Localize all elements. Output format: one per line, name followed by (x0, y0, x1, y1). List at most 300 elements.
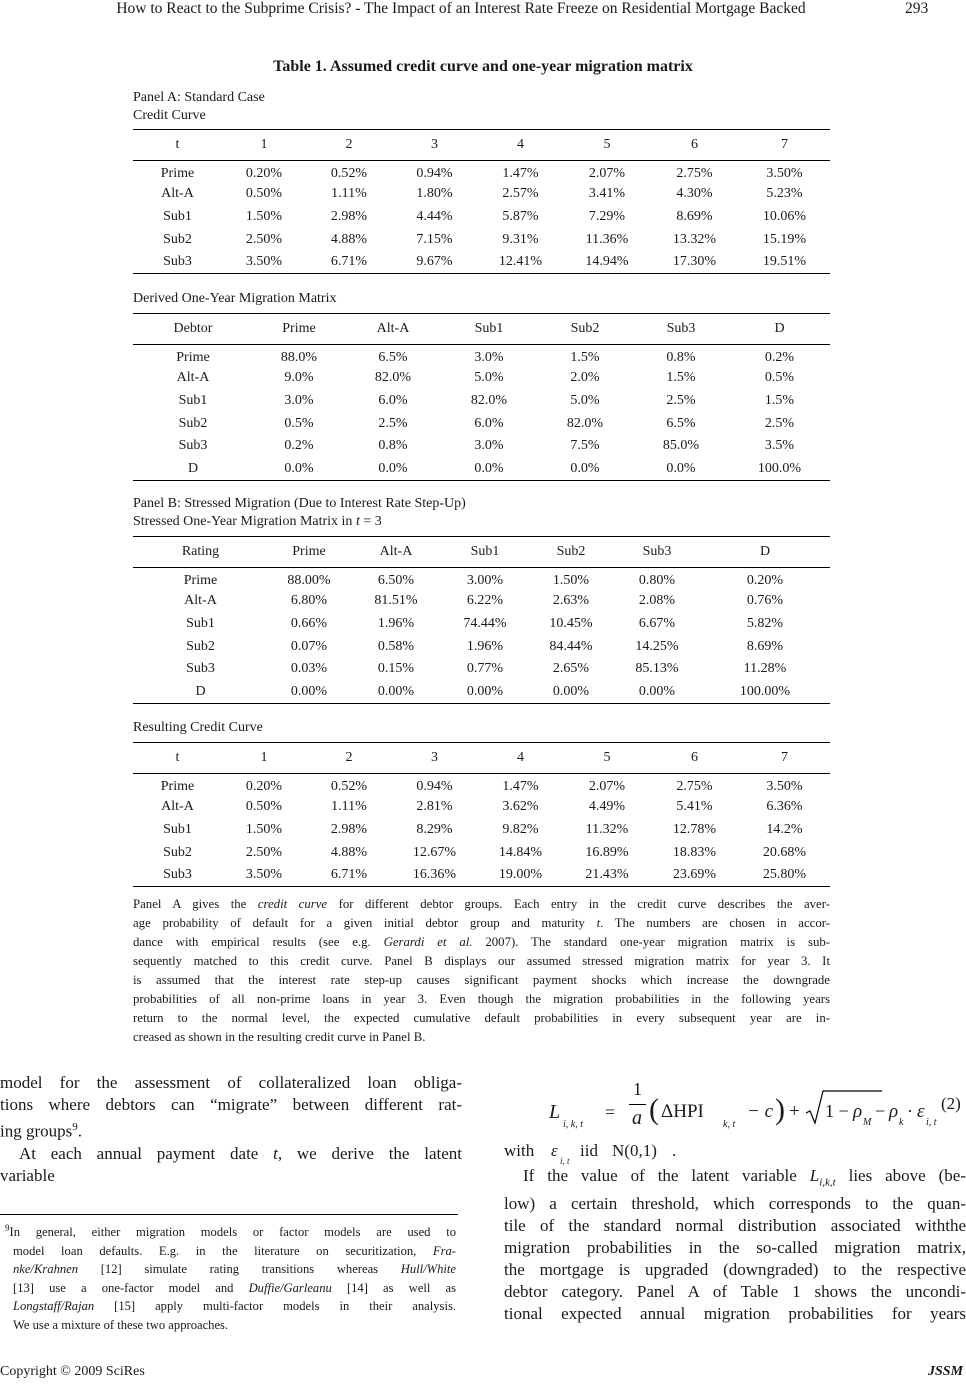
column-header: 2 (345, 750, 353, 765)
table-cell: 0.0% (284, 460, 314, 476)
open-paren: ( (649, 1093, 659, 1126)
note-line: sequently matched to this credit curve. Panel B displays our assumed stressed migration matrix for year 3. It (133, 954, 830, 968)
column-header: Sub2 (570, 321, 600, 336)
credit-curve-table (133, 129, 830, 274)
row-label: Alt-A (161, 799, 194, 815)
table-cell: 0.94% (416, 778, 453, 794)
table-cell: 0.2% (764, 349, 795, 365)
table-cell: 0.50% (245, 799, 283, 815)
eq-plus: + (789, 1101, 800, 1122)
table-cell: 4.88% (330, 231, 368, 247)
column-header: 1 (260, 750, 268, 765)
equation-number: (2) (941, 1094, 961, 1113)
column-header: 7 (781, 137, 788, 152)
column-header: 6 (691, 750, 698, 765)
table-cell: 12.41% (498, 253, 543, 269)
table-cell: 9.67% (416, 253, 453, 269)
table-note (133, 895, 830, 1047)
row-label: Sub2 (186, 638, 215, 654)
table-cell: 6.0% (378, 392, 408, 408)
row-label: D (195, 683, 206, 699)
table-cell: 6.5% (378, 349, 408, 365)
body-line: ing groups$^9$. (0, 1121, 82, 1141)
table-cell: 0.00% (290, 683, 328, 699)
table-cell: 3.62% (502, 799, 539, 815)
table-cell: 6.0% (474, 415, 504, 431)
note-line: return to the normal level, the expected cumulative default probabilities in every subsequent year are in- (133, 1011, 830, 1025)
table-cell: 9.0% (284, 370, 314, 386)
table-cell: 6.22% (466, 593, 504, 609)
table-row (133, 390, 830, 413)
table-cell: 16.36% (412, 866, 457, 882)
body-line: At each annual payment date t, we derive the latent (19, 1143, 462, 1163)
table-cell: 15.19% (762, 231, 807, 247)
panel-b-label: Panel B: Stressed Migration (Due to Interest Rate Step-Up) (133, 496, 466, 511)
table-cell: 1.5% (764, 392, 795, 408)
table-cell: 88.00% (287, 572, 331, 588)
eq-sqrt-one: 1 − (825, 1101, 849, 1121)
row-label: Alt-A (176, 370, 210, 386)
eq-dot: · (907, 1101, 913, 1121)
table-cell: 3.41% (588, 186, 626, 202)
table-cell: 2.57% (502, 186, 539, 202)
column-header: Alt-A (379, 544, 413, 559)
footnote-line: model loan defaults. E.g. in the literature on securitization, Fra- (13, 1243, 456, 1258)
column-header: Debtor (173, 321, 213, 336)
table-cell: 0.0% (474, 460, 504, 476)
table-row (133, 658, 830, 681)
table-row (133, 457, 830, 480)
table-cell: 0.20% (245, 165, 283, 181)
stressed-label-prefix: Stressed One-Year Migration Matrix in (133, 514, 356, 529)
table-cell: 1.11% (331, 799, 367, 815)
row-label: Alt-A (184, 593, 217, 609)
table-title: Table 1. Assumed credit curve and one-year migration matrix (273, 58, 693, 75)
table-cell: 12.67% (412, 844, 457, 860)
row-label: Sub3 (178, 438, 208, 454)
eq-L: L (549, 1101, 561, 1123)
table-cell: 2.50% (245, 231, 283, 247)
table-cell: 82.0% (566, 415, 604, 431)
column-header: Rating (181, 544, 220, 559)
table-cell: 11.28% (743, 661, 787, 677)
table-cell: 0.03% (290, 661, 328, 677)
table-cell: 1.50% (552, 572, 590, 588)
table-row (133, 590, 830, 613)
table-cell: 0.94% (416, 165, 453, 181)
migration-matrix-table (133, 313, 830, 481)
credit-curve-label: Credit Curve (133, 108, 206, 123)
table-cell: 85.13% (635, 661, 679, 677)
eq-minus-c: − c (747, 1101, 774, 1122)
column-header: Prime (292, 544, 326, 559)
column-header: Sub1 (470, 544, 500, 559)
table-cell: 1.96% (377, 615, 415, 631)
table-cell: 5.0% (570, 392, 600, 408)
table-cell: 0.0% (378, 460, 408, 476)
table-cell: 12.78% (672, 821, 717, 837)
body-line: migration probabilities in the so-called migration matrix, (504, 1238, 966, 1258)
table-cell: 4.44% (416, 208, 453, 224)
table-cell: 8.29% (416, 821, 453, 837)
table-cell: 0.00% (377, 683, 415, 699)
table-cell: 84.44% (549, 638, 593, 654)
iid-text: iid (580, 1141, 598, 1160)
table-cell: 0.8% (378, 438, 408, 454)
body-line: low) a certain threshold, which corresponds to the quan- (504, 1194, 966, 1214)
table-cell: 14.2% (766, 821, 803, 837)
iid-epsilon-sub: i, t (560, 1156, 570, 1166)
column-header: 4 (517, 750, 524, 765)
stressed-label-var: t (355, 514, 360, 529)
eq-dhpi: ΔHPI (661, 1101, 704, 1122)
row-label: Prime (160, 778, 195, 794)
table-cell: 88.0% (280, 349, 318, 365)
table-cell: 21.43% (585, 866, 629, 882)
row-label: Prime (176, 349, 210, 365)
table-cell: 7.5% (570, 438, 600, 454)
row-label: Sub1 (178, 392, 208, 408)
column-header: 3 (431, 137, 438, 152)
column-header: Sub3 (642, 544, 672, 559)
footnote-line: We use a mixture of these two approaches. (13, 1317, 229, 1332)
table-cell: 14.94% (585, 253, 629, 269)
footnote-ref: 9 (72, 1121, 78, 1133)
table-cell: 82.0% (374, 370, 412, 386)
eq-rho-m: ρ (853, 1101, 863, 1122)
migration-matrix-label: Derived One-Year Migration Matrix (133, 291, 337, 306)
table-cell: 23.69% (672, 866, 717, 882)
table-row (133, 183, 830, 206)
panel-a-label: Panel A: Standard Case (133, 90, 265, 105)
table-header-row (133, 537, 830, 568)
table-cell: 0.0% (570, 460, 600, 476)
column-header: t (175, 750, 180, 765)
column-header: Alt-A (376, 321, 410, 336)
table-row (133, 635, 830, 658)
body-line: tions where debtors can “migrate” between different rat- (0, 1095, 462, 1114)
table-cell: 0.2% (284, 438, 314, 454)
resulting-curve-label: Resulting Credit Curve (133, 720, 263, 735)
table-cell: 0.5% (284, 415, 314, 431)
eq-dhpi-sub: k, t (723, 1119, 736, 1130)
column-header: 5 (603, 137, 611, 152)
row-label: Prime (183, 572, 218, 588)
row-label: Sub3 (163, 866, 192, 882)
column-header: D (759, 544, 771, 559)
table-cell: 3.0% (474, 349, 504, 365)
note-line: age probability of default for a given initial debtor group and maturity t. The numbers are chosen in accor- (133, 916, 830, 930)
eq-rho-sub-k: k (899, 1117, 904, 1128)
table-cell: 0.5% (764, 370, 795, 386)
column-header: 6 (691, 137, 698, 152)
table-row (133, 412, 830, 435)
row-label: Sub3 (163, 253, 192, 269)
table-cell: 2.75% (676, 165, 713, 181)
column-header: 4 (517, 137, 524, 152)
copyright: Copyright © 2009 SciRes (0, 1364, 145, 1379)
table-cell: 5.82% (746, 615, 784, 631)
running-head: How to React to the Subprime Crisis? - The Impact of an Interest Rate Freeze on Residential Mortgage Backed (116, 0, 806, 17)
body-line: tional expected annual migration probabilities for years (504, 1304, 966, 1324)
table-cell: 3.50% (766, 165, 803, 181)
note-line: dance with empirical results (see e.g. Gerardi et al. 2007). The standard one-year migration matrix is sub- (133, 935, 831, 949)
table-row (133, 345, 830, 368)
table-row (133, 864, 830, 887)
table-cell: 2.98% (330, 208, 368, 224)
column-header: 1 (260, 137, 268, 152)
table-row (133, 774, 830, 797)
table-cell: 0.66% (290, 615, 328, 631)
table-cell: 1.47% (502, 778, 539, 794)
footnote-line: $^9$In general, either migration models or factor models are used to (5, 1223, 456, 1240)
table-cell: 0.52% (330, 778, 368, 794)
table-cell: 6.67% (638, 615, 676, 631)
table-cell: 2.65% (552, 661, 590, 677)
page-number: 293 (905, 0, 929, 17)
table-cell: 1.80% (416, 186, 453, 202)
row-label: Sub1 (163, 208, 192, 224)
iid-statement (504, 1140, 754, 1164)
row-label: Sub1 (186, 615, 215, 631)
table-cell: 0.07% (290, 638, 328, 654)
footnote (5, 1219, 456, 1334)
table-header-row (133, 130, 830, 161)
column-header: 5 (603, 750, 611, 765)
table-cell: 19.00% (498, 866, 543, 882)
table-cell: 6.71% (330, 253, 368, 269)
table-cell: 100.0% (757, 460, 802, 476)
note-line: creased as shown in the resulting credit curve in Panel B. (133, 1030, 426, 1044)
eq-equals: = (605, 1102, 616, 1122)
table-cell: 2.75% (676, 778, 713, 794)
eq-a: a (632, 1107, 642, 1129)
table-cell: 1.11% (331, 186, 367, 202)
table-header-row (133, 743, 830, 774)
table-cell: 5.23% (766, 186, 803, 202)
body-line: the mortgage is upgraded (downgraded) to the respective (504, 1260, 966, 1280)
table-cell: 2.07% (588, 778, 626, 794)
table-cell: 2.50% (245, 844, 283, 860)
table-cell: 2.07% (588, 165, 626, 181)
table-cell: 5.87% (502, 208, 539, 224)
table-cell: 1.50% (245, 821, 283, 837)
table-cell: 85.0% (662, 438, 700, 454)
column-header: Sub1 (474, 321, 504, 336)
table-cell: 0.52% (330, 165, 368, 181)
table-row (133, 680, 830, 703)
row-label: Sub3 (186, 661, 215, 677)
column-header: Sub3 (666, 321, 696, 336)
table-cell: 10.06% (762, 208, 807, 224)
eq-epsilon-sub: i, t (926, 1117, 937, 1128)
table-header-row (133, 314, 830, 345)
footnote-rule (0, 1214, 458, 1215)
table-cell: 18.83% (672, 844, 717, 860)
row-label: Sub1 (163, 821, 192, 837)
eq-rho-k: ρ (889, 1101, 899, 1122)
right-column-body (504, 1165, 966, 1325)
table-cell: 0.58% (377, 638, 415, 654)
table-cell: 3.50% (766, 778, 803, 794)
body-line: If the value of the latent variable $L_{i,k,t}$ lies above (be- (523, 1166, 966, 1189)
table-cell: 3.5% (764, 438, 795, 454)
row-label: Sub2 (163, 231, 192, 247)
table-cell: 14.84% (498, 844, 543, 860)
table-cell: 0.15% (377, 661, 415, 677)
table-cell: 0.0% (666, 460, 696, 476)
table-row (133, 613, 830, 636)
eq-minus: − (875, 1101, 886, 1121)
table-cell: 2.81% (416, 799, 453, 815)
table-cell: 2.63% (552, 593, 590, 609)
column-header: Prime (282, 321, 316, 336)
stressed-matrix-table (133, 536, 830, 704)
eq-L-sub: i, k, t (563, 1119, 583, 1130)
table-cell: 82.0% (470, 392, 508, 408)
table-cell: 2.5% (378, 415, 408, 431)
table-cell: 19.51% (762, 253, 807, 269)
table-row (133, 228, 830, 251)
column-header: D (774, 321, 785, 336)
eq-one: 1 (633, 1079, 642, 1099)
table-cell: 7.15% (416, 231, 453, 247)
table-cell: 2.08% (638, 593, 676, 609)
table-cell: 2.0% (570, 370, 600, 386)
with-word: with (504, 1141, 535, 1160)
table-cell: 4.49% (588, 799, 626, 815)
table-cell: 6.5% (666, 415, 696, 431)
row-label: D (187, 460, 199, 476)
table-cell: 3.50% (245, 866, 283, 882)
table-row (133, 251, 830, 274)
table-cell: 0.20% (245, 778, 283, 794)
table-cell: 3.0% (284, 392, 314, 408)
table-cell: 5.41% (676, 799, 713, 815)
table-cell: 4.30% (676, 186, 713, 202)
table-cell: 25.80% (762, 866, 807, 882)
eq-rho-sub-m: M (863, 1117, 872, 1128)
table-cell: 11.32% (585, 821, 629, 837)
eq-epsilon: ε (917, 1101, 925, 1122)
row-label: Sub2 (178, 415, 208, 431)
table-cell: 14.25% (635, 638, 679, 654)
table-cell: 16.89% (585, 844, 629, 860)
left-column-body (0, 1072, 462, 1187)
table-cell: 17.30% (672, 253, 717, 269)
table-cell: 4.88% (330, 844, 368, 860)
row-label: Sub2 (163, 844, 192, 860)
table-cell: 81.51% (374, 593, 418, 609)
column-header: 7 (781, 750, 788, 765)
table-row (133, 819, 830, 842)
table-cell: 7.29% (588, 208, 626, 224)
table-cell: 0.77% (466, 661, 504, 677)
table-cell: 6.36% (766, 799, 803, 815)
table-cell: 1.50% (245, 208, 283, 224)
column-header: 3 (431, 750, 438, 765)
table-row (133, 161, 830, 184)
table-cell: 2.5% (764, 415, 795, 431)
note-line: probabilities of all non-prime loans in year 3. Even though the migration probabilities in the following years (133, 992, 830, 1006)
table-row (133, 435, 830, 458)
row-label: Alt-A (161, 186, 194, 202)
fraction-bar (629, 1104, 646, 1105)
body-line: debtor category. Panel A of Table 1 shows the uncondi- (504, 1282, 966, 1302)
table-cell: 1.5% (570, 349, 600, 365)
body-line: variable (0, 1165, 55, 1185)
table-cell: 20.68% (762, 844, 807, 860)
iid-epsilon: ε (551, 1141, 558, 1160)
table-cell: 0.50% (245, 186, 283, 202)
table-cell: 13.32% (672, 231, 717, 247)
table-cell: 0.8% (666, 349, 696, 365)
table-cell: 0.76% (746, 593, 784, 609)
body-line: model for the assessment of collateralized loan obliga- (0, 1073, 462, 1092)
table-cell: 3.0% (474, 438, 504, 454)
table-cell: 10.45% (549, 615, 593, 631)
table-cell: 1.96% (466, 638, 504, 654)
resulting-curve-table (133, 742, 830, 887)
table-cell: 74.44% (463, 615, 507, 631)
footnote-line: Longstaff/Rajan [15] apply multi-factor models in their analysis. (13, 1299, 456, 1314)
footnote-line: [13] use a one-factor model and Duffie/Garleanu [14] as well as (13, 1280, 456, 1295)
note-line: is assumed that the interest rate step-up causes significant payment shocks which increase the downgrade (133, 973, 830, 987)
row-label: Prime (160, 165, 195, 181)
table-cell: 9.82% (502, 821, 539, 837)
table-row (133, 568, 830, 591)
equation-2 (549, 1077, 966, 1139)
iid-period: . (672, 1141, 677, 1160)
note-line: Panel A gives the credit curve for different debtor groups. Each entry in the credit curve describes the aver- (133, 897, 831, 911)
table-cell: 0.80% (638, 572, 676, 588)
iid-distribution: N(0,1) (612, 1141, 657, 1160)
table-cell: 8.69% (676, 208, 713, 224)
column-header: 2 (345, 137, 353, 152)
body-line: tile of the standard normal distribution associated withthe (504, 1216, 966, 1236)
stressed-matrix-label (133, 513, 382, 531)
table-cell: 100.00% (739, 683, 791, 699)
column-header: t (175, 137, 180, 152)
table-row (133, 841, 830, 864)
table-cell: 2.5% (666, 392, 696, 408)
table-cell: 9.31% (502, 231, 539, 247)
column-header: Sub2 (556, 544, 586, 559)
table-cell: 0.00% (638, 683, 676, 699)
table-cell: 0.00% (552, 683, 590, 699)
table-row (133, 206, 830, 229)
table-cell: 1.5% (666, 370, 696, 386)
table-cell: 0.20% (746, 572, 784, 588)
table-cell: 0.00% (466, 683, 504, 699)
table-cell: 2.98% (330, 821, 368, 837)
journal-name: JSSM (928, 1364, 964, 1379)
footnote-line: nke/Krahnen [12] simulate rating transitions whereas Hull/White (13, 1262, 456, 1277)
table-cell: 1.47% (502, 165, 539, 181)
table-cell: 6.50% (377, 572, 415, 588)
stressed-label-suffix: = 3 (359, 514, 382, 529)
table-row (133, 367, 830, 390)
table-cell: 8.69% (746, 638, 784, 654)
table-cell: 6.71% (330, 866, 368, 882)
table-cell: 5.0% (474, 370, 504, 386)
table-cell: 3.00% (466, 572, 504, 588)
close-paren: ) (775, 1093, 785, 1126)
table-cell: 3.50% (245, 253, 283, 269)
table-cell: 6.80% (290, 593, 328, 609)
table-cell: 11.36% (585, 231, 629, 247)
table-row (133, 796, 830, 819)
